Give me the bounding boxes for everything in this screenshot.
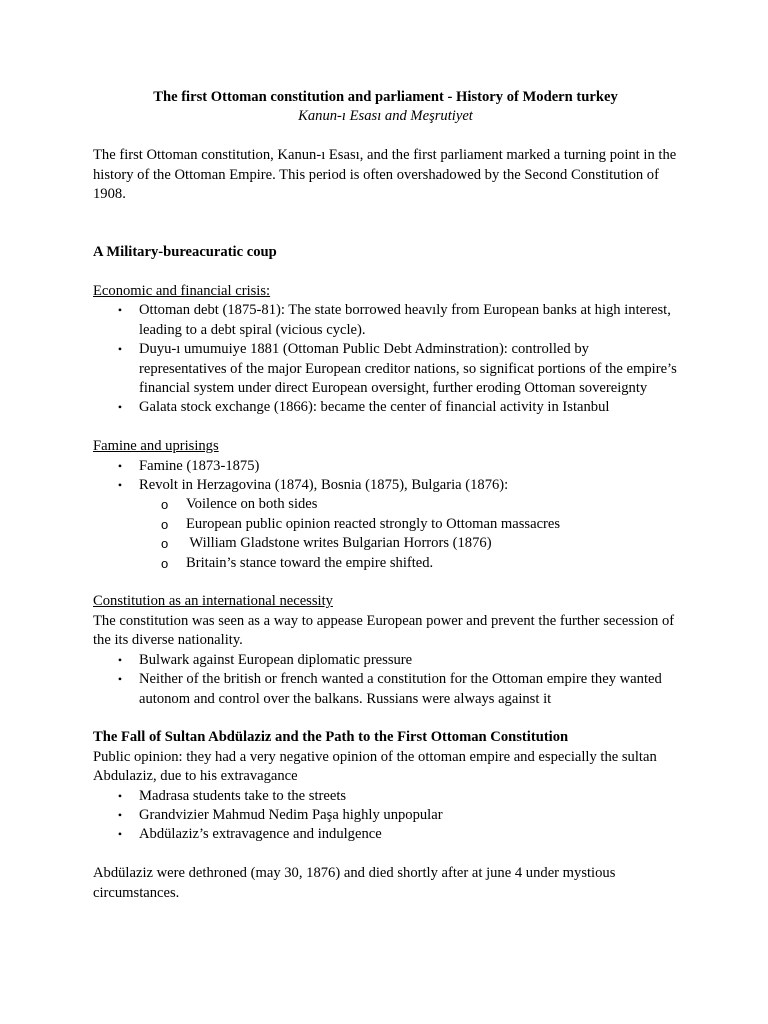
constitution-list (93, 651, 678, 709)
list-item-text: Duyu-ı umumuiye 1881 (Ottoman Public Debt Adminstration): controlled by representatives of the major European creditor nations, so significat portions of the empire’s financial system under direct European oversight, further eroding Ottoman sovereignty (139, 341, 677, 397)
blank-line (93, 845, 678, 864)
blank-line (93, 224, 678, 243)
list-item-text: Ottoman debt (1875-81): The state borrowed heavıly from European banks at high interest, leading to a debt spiral (vicious cycle). (139, 302, 671, 338)
intro-paragraph: The first Ottoman constitution, Kanun-ı Esası, and the first parliament marked a turning point in the history of the Ottoman Empire. This period is often overshadowed by the Second Constitution of 1908. (93, 147, 677, 203)
sublist-item (93, 515, 678, 534)
sublist-item-text: European public opinion reacted strongly to Ottoman massacres (186, 515, 561, 532)
list-item-text: Madrasa students take to the streets (139, 787, 347, 804)
bullet-marker: • (117, 478, 123, 493)
list-item (93, 825, 678, 844)
list-item-text: Abdülaziz’s extravagence and indulgence (139, 826, 382, 843)
list-item (93, 476, 678, 495)
list-item (93, 398, 678, 417)
bullet-marker: • (117, 788, 123, 803)
section-heading-fall-of-abdulaziz: The Fall of Sultan Abdülaziz and the Path to the First Ottoman Constitution (93, 729, 569, 746)
bullet-marker: • (117, 400, 123, 415)
sublist-item-text: Voilence on both sides (186, 496, 318, 513)
document-body (93, 88, 678, 903)
subbullet-marker: o (161, 516, 169, 532)
public-opinion-paragraph: Public opinion: they had a very negative opinion of the ottoman empire and especially the sultan Abdulaziz, due to his extravagance (93, 748, 657, 785)
blank-line (93, 263, 678, 282)
list-item (93, 301, 678, 340)
blank-line (93, 418, 678, 437)
sublist-item-text: Britain’s stance toward the empire shifted. (186, 554, 434, 571)
list-item (93, 651, 678, 670)
document-title: The first Ottoman constitution and parliament - History of Modern turkey (153, 89, 618, 105)
list-item-text: Galata stock exchange (1866): became the center of financial activity in Istanbul (139, 399, 610, 416)
subbullet-marker: o (161, 555, 169, 571)
list-item (93, 670, 678, 709)
famine-list (93, 457, 678, 496)
bullet-marker: • (117, 303, 123, 318)
sublist-item (93, 534, 678, 553)
subheading-famine: Famine and uprisings (93, 438, 219, 455)
section-heading-coup: A Military-bureacuratic coup (93, 244, 277, 261)
revolt-sublist (93, 495, 678, 573)
bullet-marker: • (117, 672, 123, 687)
sublist-item (93, 495, 678, 514)
document-subtitle: Kanun-ı Esası and Meşrutiyet (298, 108, 473, 125)
sublist-item (93, 554, 678, 573)
economic-crisis-list (93, 301, 678, 417)
sublist-item-text: William Gladstone writes Bulgarian Horrors (1876) (186, 535, 492, 552)
subbullet-marker: o (161, 536, 169, 552)
abdulaziz-list (93, 787, 678, 845)
subheading-constitution-necessity: Constitution as an international necessity (93, 593, 333, 610)
list-item-text: Bulwark against European diplomatic pressure (139, 651, 413, 668)
list-item (93, 457, 678, 476)
blank-line (93, 573, 678, 592)
bullet-marker: • (117, 342, 123, 357)
subbullet-marker: o (161, 497, 169, 513)
blank-line (93, 709, 678, 728)
blank-line (93, 204, 678, 223)
list-item (93, 340, 678, 398)
list-item-text: Grandvizier Mahmud Nedim Paşa highly unpopular (139, 806, 443, 823)
list-item-text: Revolt in Herzagovina (1874), Bosnia (1875), Bulgaria (1876): (139, 477, 509, 494)
blank-line (93, 127, 678, 146)
bullet-marker: • (117, 827, 123, 842)
list-item (93, 787, 678, 806)
bullet-marker: • (117, 458, 123, 473)
closing-paragraph: Abdülaziz were dethroned (may 30, 1876) and died shortly after at june 4 under mystious circumstances. (93, 865, 616, 901)
subheading-economic-crisis: Economic and financial crisis: (93, 283, 271, 299)
constitution-paragraph: The constitution was seen as a way to appease European power and prevent the further secession of the its diverse nationality. (93, 612, 675, 649)
list-item-text: Famine (1873-1875) (139, 457, 260, 474)
bullet-marker: • (117, 807, 123, 822)
bullet-marker: • (117, 652, 123, 667)
list-item-text: Neither of the british or french wanted a constitution for the Ottoman empire they wanted autonom and control over the balkans. Russians were always against it (139, 671, 662, 707)
list-item (93, 806, 678, 825)
